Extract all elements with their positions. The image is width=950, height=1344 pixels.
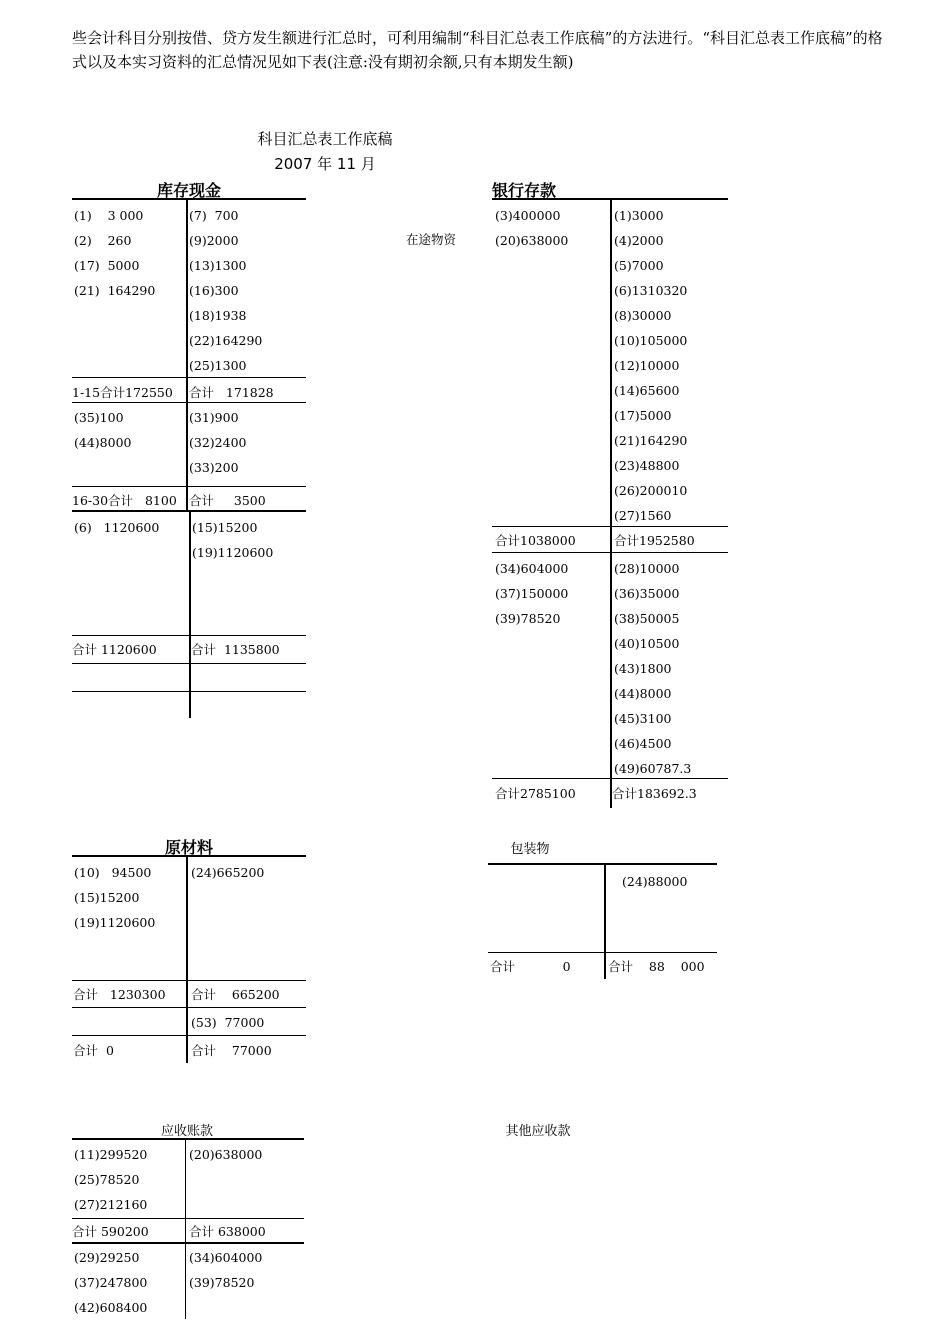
- account-title: 库存现金: [156, 181, 221, 200]
- entry: (14)65600: [614, 383, 680, 398]
- entry: (39)78520: [189, 1275, 255, 1290]
- entry: (20)638000: [189, 1147, 263, 1162]
- entry: (31)900: [189, 410, 239, 425]
- debit-column-1: [74, 1148, 147, 1223]
- entry: (43)1800: [614, 661, 672, 676]
- entry: (38)50005: [614, 611, 680, 626]
- entry: (17)5000: [614, 408, 672, 423]
- sheet-date: 2007 年 11 月: [274, 155, 376, 173]
- side-note: 在途物资: [406, 232, 457, 247]
- total-debit: 合计1038000: [495, 533, 576, 548]
- total-debit: 合计 0: [490, 959, 571, 974]
- entry: (21) 164290: [74, 283, 156, 298]
- entry: (36)35000: [614, 586, 680, 601]
- entry: (15)15200: [192, 520, 258, 535]
- entry: (37)150000: [495, 586, 569, 601]
- credit-column-3: [192, 521, 273, 571]
- credit-column-1: [189, 209, 262, 384]
- entry: (21)164290: [614, 433, 688, 448]
- total-credit: 合计 3500: [189, 493, 266, 508]
- debit-column-2: [74, 1251, 147, 1326]
- total-debit: 合计 590200: [72, 1224, 149, 1239]
- entry: (12)10000: [614, 358, 680, 373]
- entry: (3)400000: [495, 208, 561, 223]
- entry: (7) 700: [189, 208, 239, 223]
- entry: (35)100: [74, 410, 124, 425]
- account-title: 原材料: [164, 838, 213, 857]
- entry: (37)247800: [74, 1275, 148, 1290]
- entry: (16)300: [189, 283, 239, 298]
- entry: (20)638000: [495, 233, 569, 248]
- entry: (19)1120600: [192, 545, 274, 560]
- sheet-title: 科目汇总表工作底稿: [257, 130, 393, 148]
- entry: (49)60787.3: [614, 761, 692, 776]
- entry: (24)665200: [191, 865, 265, 880]
- total-credit: 合计1952580: [614, 533, 695, 548]
- entry: (4)2000: [614, 233, 664, 248]
- credit-column-2: [189, 1251, 262, 1301]
- entry: (2) 260: [74, 233, 132, 248]
- entry: (22)164290: [189, 333, 263, 348]
- entry: (32)2400: [189, 435, 247, 450]
- entry: (10) 94500: [74, 865, 152, 880]
- entry: (23)48800: [614, 458, 680, 473]
- entry: (34)604000: [495, 561, 569, 576]
- entry: (1) 3 000: [74, 208, 144, 223]
- debit-column-1: [74, 866, 155, 941]
- credit-column-2: [614, 562, 691, 787]
- total-credit: 合计 77000: [191, 1043, 272, 1058]
- entry: (39)78520: [495, 611, 561, 626]
- total-credit: 合计183692.3: [612, 786, 697, 801]
- entry: (44)8000: [614, 686, 672, 701]
- total-debit: 合计2785100: [495, 786, 576, 801]
- entry: (6)1310320: [614, 283, 688, 298]
- entry: (29)29250: [74, 1250, 140, 1265]
- entry: (11)299520: [74, 1147, 148, 1162]
- total-credit: 合计 1135800: [191, 642, 280, 657]
- total-credit: 合计 665200: [191, 987, 280, 1002]
- total-debit: 1-15合计172550: [72, 385, 173, 400]
- total-credit: 合计 171828: [189, 385, 274, 400]
- entry: (34)604000: [189, 1250, 263, 1265]
- credit-column-2: [189, 411, 246, 486]
- total-debit: 合计 0: [73, 1043, 114, 1058]
- credit-column-1: [191, 866, 264, 891]
- entry: (27)212160: [74, 1197, 148, 1212]
- intro-paragraph: 些会计科目分别按借、贷方发生额进行汇总时，可利用编制“科目汇总表工作底稿”的方法进行。“科目汇总表工作底稿”的格式以及本实习资料的汇总情况见如下表(注意:没有期初余额,只有本期发生额): [72, 29, 883, 71]
- debit-column-2: [74, 411, 131, 461]
- entry: (25)78520: [74, 1172, 140, 1187]
- debit-column-2: [495, 562, 568, 637]
- account-title: 包装物: [510, 842, 550, 857]
- entry: (27)1560: [614, 508, 672, 523]
- entry: (8)30000: [614, 308, 672, 323]
- entry: (18)1938: [189, 308, 247, 323]
- debit-column-1: [495, 209, 568, 259]
- entry: (24)88000: [622, 874, 688, 889]
- credit-column-1: [614, 209, 687, 534]
- entry: (1)3000: [614, 208, 664, 223]
- entry: (28)10000: [614, 561, 680, 576]
- entry: (53) 77000: [191, 1015, 265, 1030]
- total-debit: 合计 1120600: [72, 642, 157, 657]
- entry: (9)2000: [189, 233, 239, 248]
- total-credit: 合计 638000: [189, 1224, 266, 1239]
- entry: (45)3100: [614, 711, 672, 726]
- entry: (6) 1120600: [74, 520, 160, 535]
- total-debit: 16-30合计 8100: [72, 493, 177, 508]
- account-title: 应收账款: [160, 1124, 213, 1139]
- entry: (44)8000: [74, 435, 132, 450]
- entry: (42)608400: [74, 1300, 148, 1315]
- entry: (10)105000: [614, 333, 688, 348]
- entry: (15)15200: [74, 890, 140, 905]
- entry: (17) 5000: [74, 258, 140, 273]
- entry: (5)7000: [614, 258, 664, 273]
- entry: (25)1300: [189, 358, 247, 373]
- entry: (19)1120600: [74, 915, 156, 930]
- entry: (46)4500: [614, 736, 672, 751]
- t-account-other-receivables-title: 其他应收款: [505, 1124, 571, 1139]
- debit-column-1: [74, 209, 155, 309]
- entry: (26)200010: [614, 483, 688, 498]
- debit-column-3: [74, 521, 159, 546]
- account-title: 银行存款: [492, 181, 557, 200]
- total-credit: 合计 88 000: [608, 959, 705, 974]
- entry: (40)10500: [614, 636, 680, 651]
- entry: (13)1300: [189, 258, 247, 273]
- credit-column-1: [189, 1148, 262, 1173]
- total-debit: 合计 1230300: [73, 987, 166, 1002]
- entry: (33)200: [189, 460, 239, 475]
